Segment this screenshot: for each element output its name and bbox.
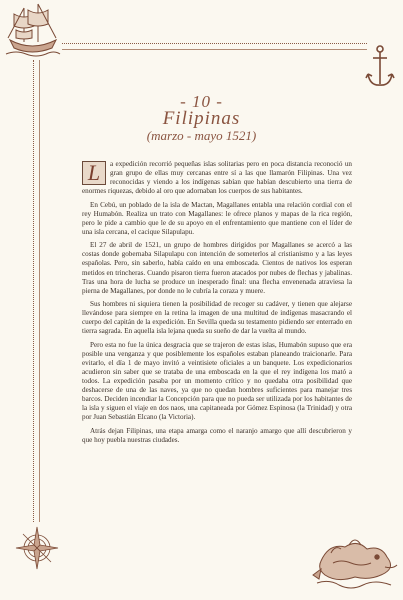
- anchor-icon: [364, 44, 396, 90]
- paragraph: Atrás dejan Filipinas, una etapa amarga como el naranjo amargo que allí descubrieron y que hoy puebla nuestras ciudades.: [82, 426, 352, 444]
- rope-border-top: [62, 43, 367, 50]
- paragraph: En Cebú, un poblado de la isla de Mactan, Magallanes entabla una relación cordial con el rey Humabón. Realiza un trato con Magallanes: le ofrece planos y mapas de la rica región, pero le pide a cambio que le de su apoyo en el enfrentamiento que mantiene con el líder de una isla cercana, el cacique Silapulapu.: [82, 200, 352, 236]
- chapter-body: [82, 160, 352, 449]
- chapter-number: - 10 -: [180, 92, 223, 111]
- ship-icon: [2, 0, 62, 62]
- chapter-title: Filipinas: [162, 108, 241, 129]
- chapter-dates: (marzo - mayo 1521): [146, 128, 257, 143]
- compass-rose-icon: [14, 525, 60, 571]
- sea-monster-icon: [311, 523, 399, 593]
- paragraph: Pero esta no fue la única desgracia que se trajeron de estas islas, Humabón supuso que era posible una venganza y que posiblemente los españoles estaban planeando traicionarle. Para evitarlo, el día 1 de mayo invitó a veintisiete oficiales a un banquete. Los expedicionarios acudieron sin saber que se trataba de una emboscada en la que el rey indígena los mató a todos. La expedición pasaba por un momento crítico y no quedaba otra posibilidad que deshacerse de una de las naves, ya que no quedan hombres suficientes para manejar tres barcos. Deciden incendiar la Concepción para que no pueda ser utilizada por los habitantes de la isla y siguen el viaje en dos naos, una capitaneada por Gómez Espinosa (la Trinidad) y otra por Juan Sebastián Elcano (la Victoria).: [82, 340, 352, 422]
- paragraph: El 27 de abril de 1521, un grupo de hombres dirigidos por Magallanes se acercó a las costas donde gobernaba Silapulapu con intención de someterlos al cristianismo y a las leyes españolas. Pero, sin saberlo, había caído en una emboscada. Cientos de nativos los esperan metidos en trincheras. Cuando pisaron tierra fueron atacados por nubes de flechas y jabalinas. Tras una hora de lucha se produce un inesperado final: una flecha envenenada atraviesa la pierna de Magallanes, por donde no le cubría la coraza y muere.: [82, 241, 352, 295]
- paragraph: L a expedición recorrió pequeñas islas solitarias pero en poca distancia reconoció un gran grupo de ellas muy cercanas entre sí a las que llamarón Filipinas. Una vez reconocidas y viendo a los indígenas sabían que habían descubierto una tierra de enormes riquezas, debido al oro que adornaban los cuerpos de sus habitantes.: [82, 160, 352, 196]
- drop-cap: L: [82, 161, 106, 185]
- paragraph: Sus hombres ni siquiera tienen la posibilidad de recoger su cadáver, y tienen que alejarse llevándose para siempre en la retina la imagen de una multitud de indígenas masacrando el cuerpo del capitán de la expedición. En Sevilla queda su testamento pidiendo ser enterrado en tierra sagrada. En aquella isla lejana queda su sueño de dar la vuelta al mundo.: [82, 300, 352, 336]
